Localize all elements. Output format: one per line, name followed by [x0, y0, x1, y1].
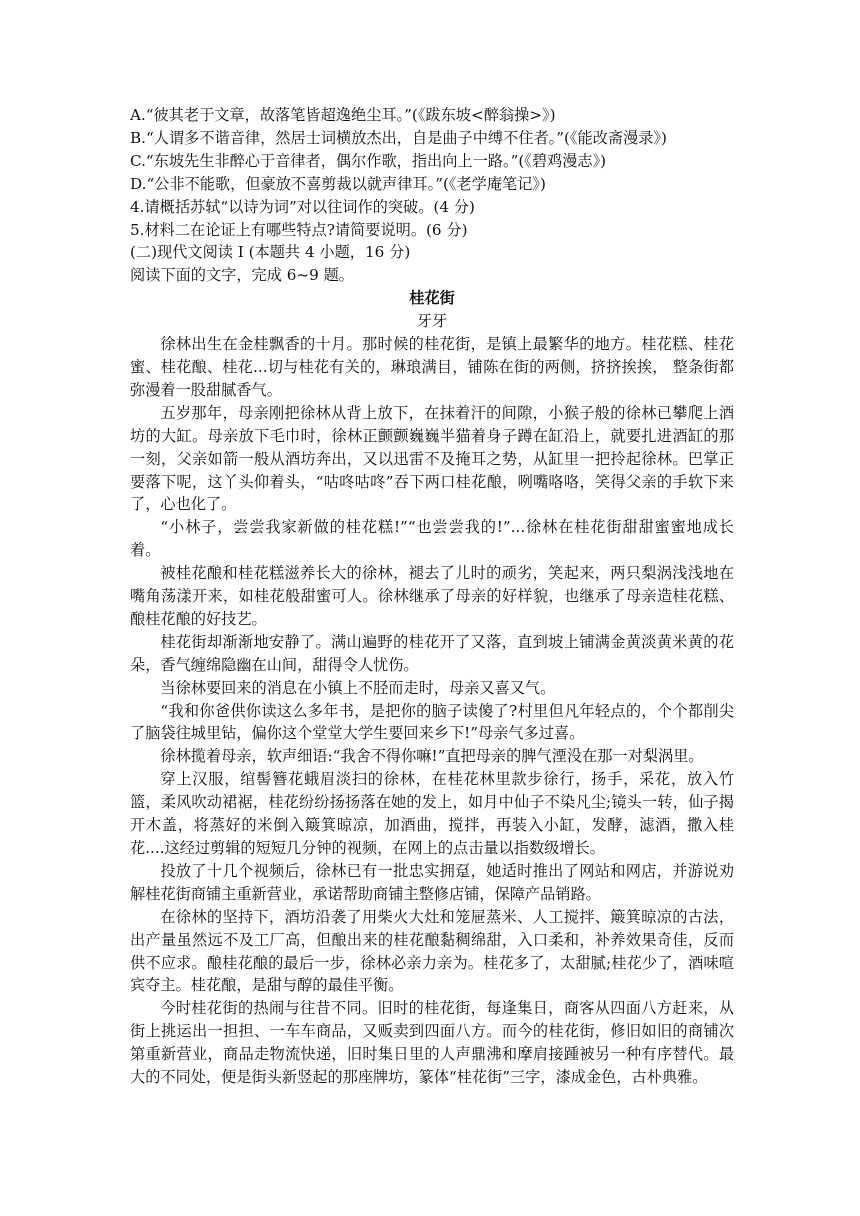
section-instruction: 阅读下面的文字，完成 6~9 题。: [130, 266, 354, 285]
article-paragraph: 被桂花酿和桂花糕滋养长大的徐林，褪去了儿时的顽劣，笑起来，两只梨涡浅浅地在嘴角荡漾开来，如桂花般甜蜜可人。徐林继承了母亲的好样貌，也继承了母亲造桂花糕、酿桂花酿的好技艺。: [130, 564, 734, 628]
article-paragraph: “我和你爸供你读这么多年书，是把你的脑子读傻了?村里但凡年轻点的，个个都削尖了脑袋往城里钻，偏你这个堂堂大学生要回来乡下!”母亲气多过喜。: [130, 701, 734, 743]
option-c: C.“东坡先生非醉心于音律者，偶尔作歌，指出向上一路。”(《碧鸡漫志》): [130, 151, 607, 170]
article-paragraph: 在徐林的坚持下，酒坊沿袭了用柴火大灶和笼屉蒸米、人工搅拌、簸箕晾凉的古法，出产量虽然远不及工厂高，但酿出来的桂花酿黏稠绵甜，入口柔和，补养效果奇佳，反而供不应求。酿桂花酿的最后一步，徐林必亲力亲为。桂花多了，太甜腻;桂花少了，酒味喧宾夺主。桂花酿，是甜与醇的最佳平衡。: [130, 907, 734, 995]
article-paragraph: 穿上汉服，绾髻簪花蛾眉淡扫的徐林，在桂花林里款步徐行，扬手，采花，放入竹篮，柔风吹动裙裾，桂花纷纷扬扬落在她的发上，如月中仙子不染凡尘;镜头一转，仙子揭开木盖，将蒸好的米倒入簸箕晾凉，加酒曲，搅拌，再装入小缸，发酵，滤酒，撒入桂花....这经过剪辑的短短几分钟的视频，在网上的点击量以指数级增长。: [130, 770, 734, 857]
article-title: 桂花街: [409, 289, 455, 308]
article-paragraph: “小林子，尝尝我家新做的桂花糕!”“也尝尝我的!”...徐林在桂花街甜甜蜜蜜地成长着。: [130, 518, 734, 560]
page-content: [130, 104, 734, 1089]
article-paragraph: 徐林出生在金桂飘香的十月。那时候的桂花街，是镇上最繁华的地方。桂花糕、桂花蜜、桂花酿、桂花...切与桂花有关的，琳琅满目，铺陈在街的两侧，挤挤挨挨， 整条街都弥漫着一股甜腻香气。: [130, 335, 734, 399]
article-author: 牙牙: [416, 312, 448, 331]
article-paragraph: 五岁那年，母亲刚把徐林从背上放下，在抹着汗的间隙，小猴子般的徐林已攀爬上酒坊的大缸。母亲放下毛巾时，徐林正颤颤巍巍半猫着身子蹲在缸沿上，就要扎进酒缸的那一刻，父亲如箭一般从酒坊奔出，又以迅雷不及掩耳之势，从缸里一把拎起徐林。巴掌正要落下呢，这丫头仰着头，“咕咚咕咚”吞下两口桂花酿，咧嘴咯咯，笑得父亲的手软下来了，心也化了。: [130, 403, 734, 514]
option-d: D.“公非不能歌，但豪放不喜剪裁以就声律耳。”(《老学庵笔记》): [130, 174, 546, 193]
question-4: 4.请概括苏轼“以诗为词”对以往词作的突破。(4 分): [130, 197, 475, 216]
article-paragraph: 当徐林要回来的消息在小镇上不胫而走时，母亲又喜又气。: [160, 678, 556, 697]
article-paragraph: 今时桂花街的热闹与往昔不同。旧时的桂花街，每逢集日，商客从四面八方赶来，从街上挑运出一担担、一车车商品，又贩卖到四面八方。而今的桂花街，修旧如旧的商铺次第重新营业，商品走物流快递，旧时集日里的人声鼎沸和摩肩接踵被另一种有序替代。最大的不同处，便是街头新竖起的那座牌坊，篆体“桂花街”三字，漆成金色，古朴典雅。: [130, 999, 734, 1087]
section-heading: (二)现代文阅读 I (本题共 4 小题，16 分): [130, 243, 411, 262]
option-b: B.“人谓多不谐音律，然居士词横放杰出，自是曲子中缚不住者。”(《能改斋漫录》): [130, 128, 667, 147]
article-paragraph: 投放了十几个视频后，徐林已有一批忠实拥趸，她适时推出了网站和网店，并游说劝解桂花街商铺主重新营业，承诺帮助商铺主整修店铺，保障产品销路。: [130, 861, 734, 903]
article-paragraph: 徐林揽着母亲，软声细语:“我舍不得你嘛!”直把母亲的脾气湮没在那一对梨涡里。: [160, 747, 704, 766]
option-a: A.“彼其老于文章，故落笔皆超逸绝尘耳。”(《跋东坡<醉翁操>》): [130, 106, 556, 124]
question-5: 5.材料二在论证上有哪些特点?请简要说明。(6 分): [130, 220, 468, 239]
article-paragraph: 桂花街却渐渐地安静了。满山遍野的桂花开了又落，直到坡上铺满金黄淡黄米黄的花朵，香气缠绵隐幽在山间，甜得令人忧伤。: [130, 632, 734, 674]
